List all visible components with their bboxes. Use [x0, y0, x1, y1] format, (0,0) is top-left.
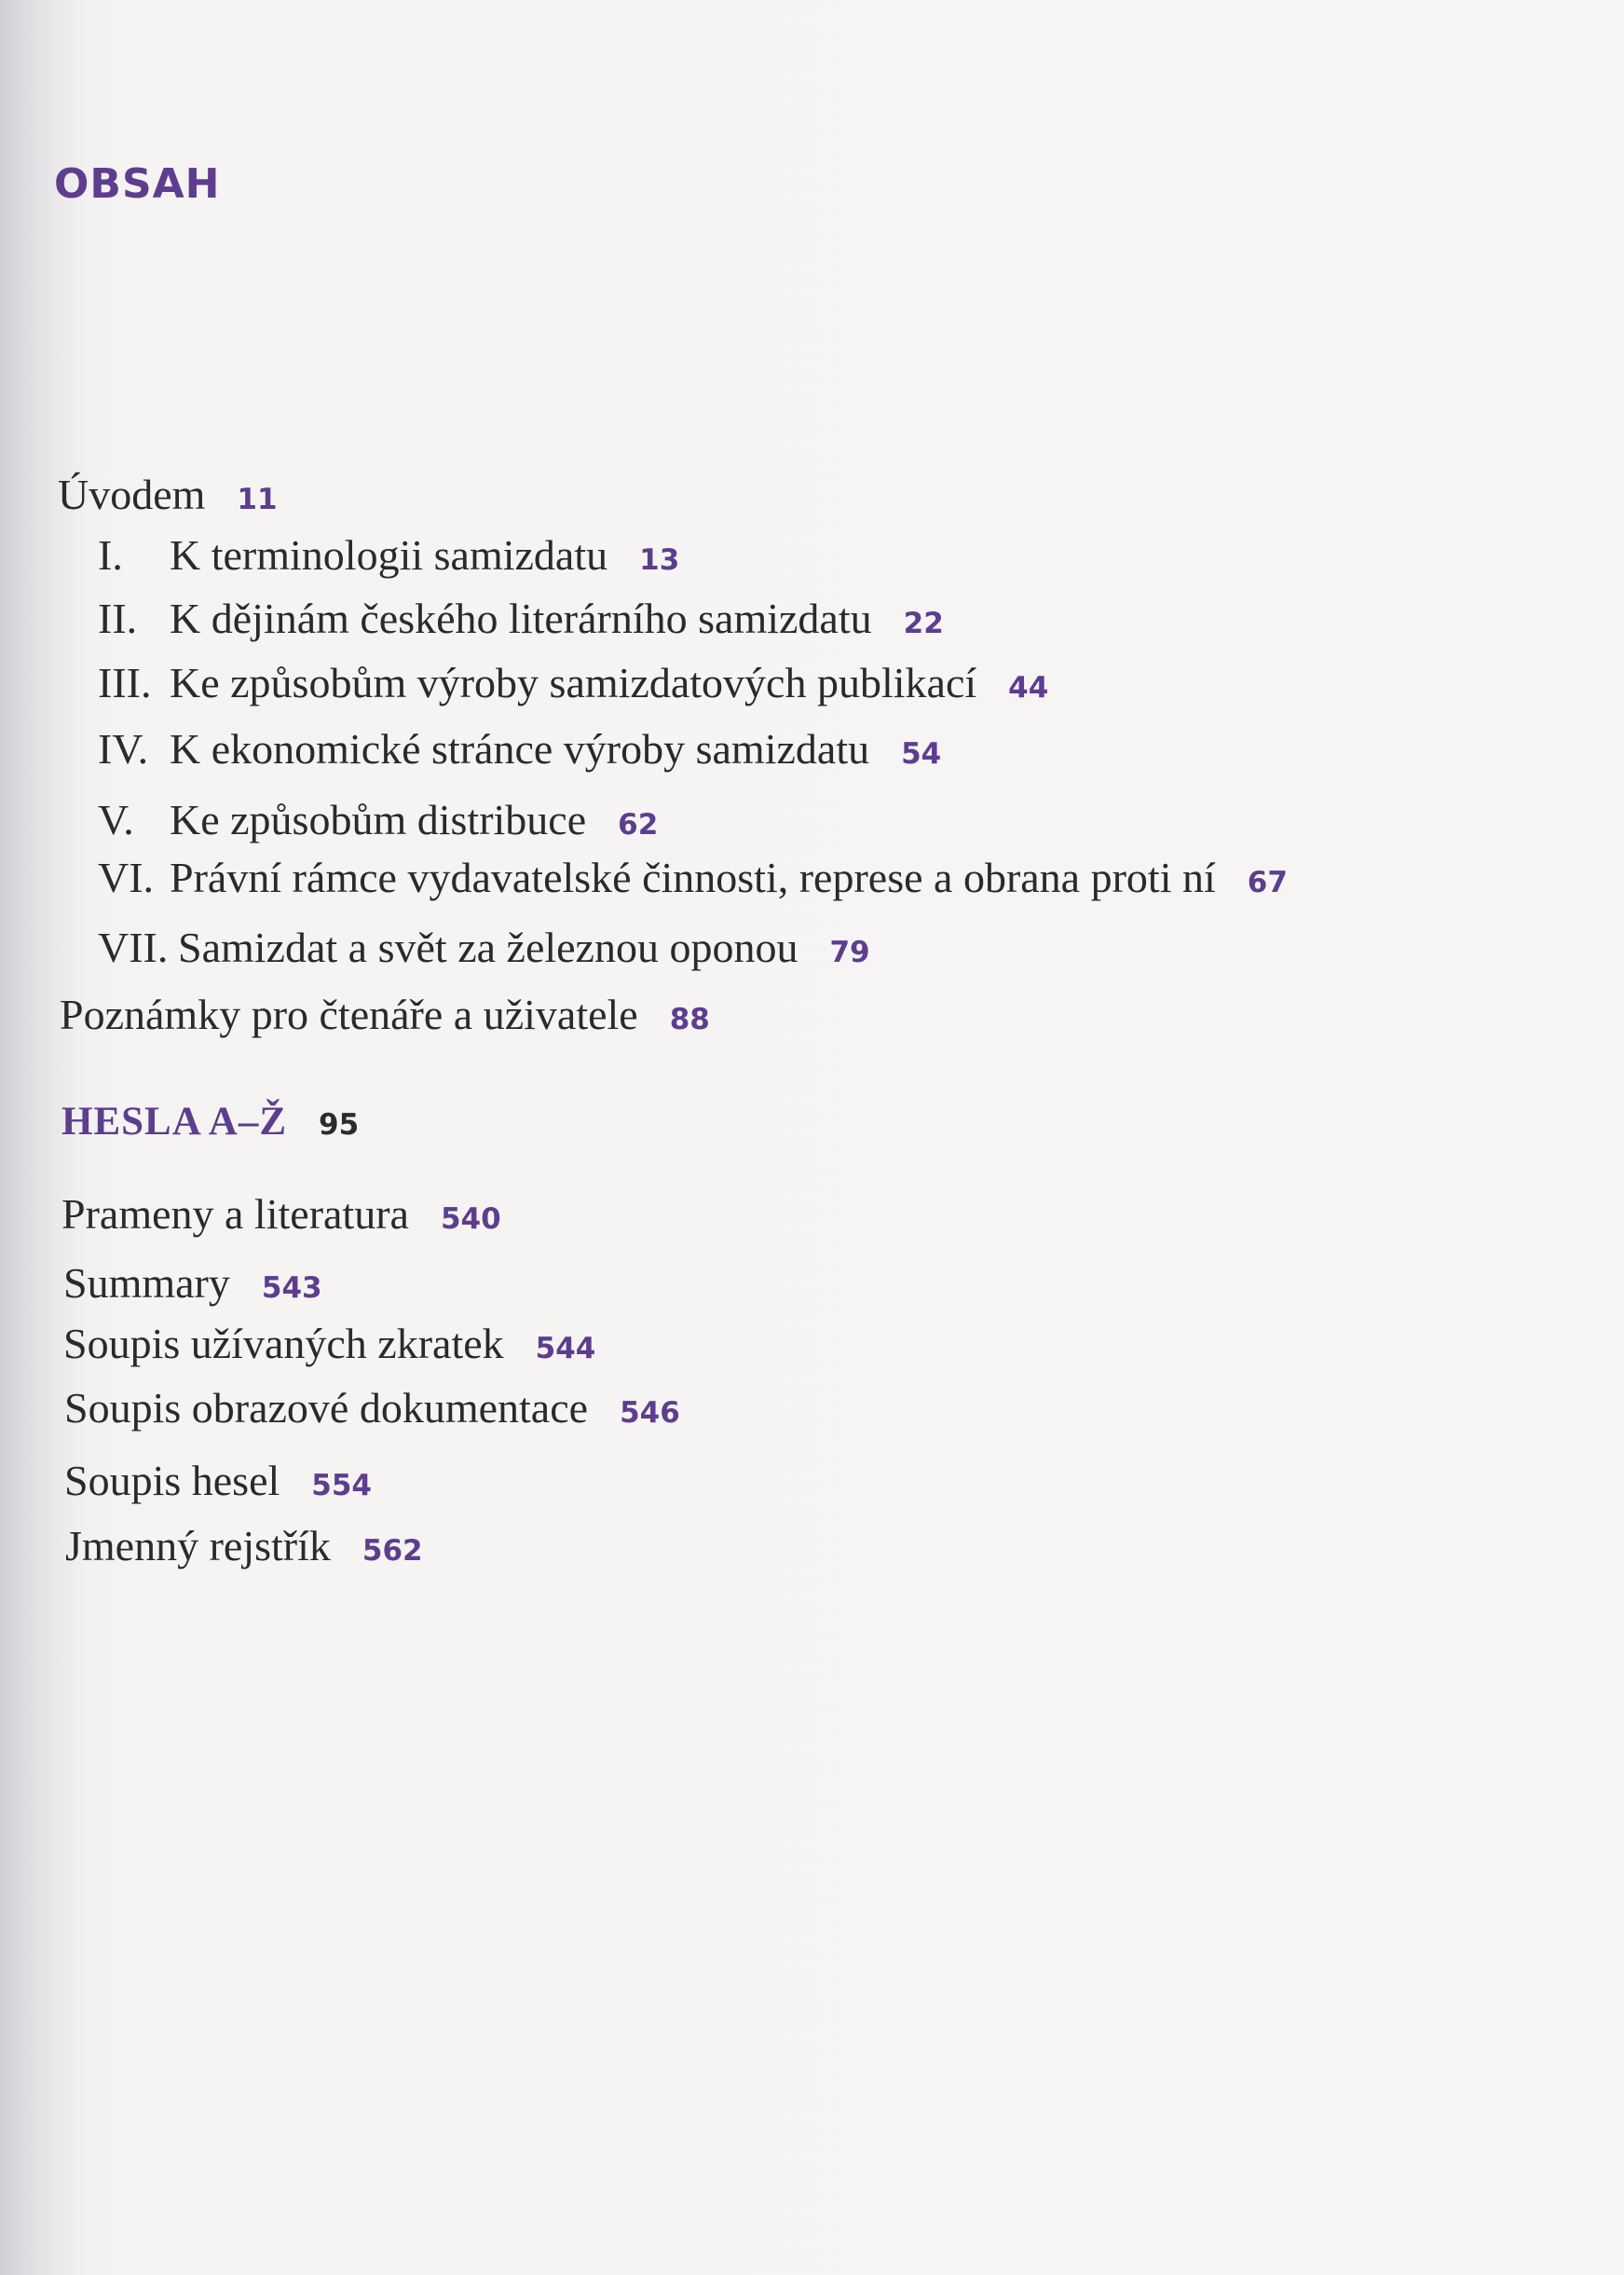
chapter-number: IV. — [98, 725, 149, 773]
toc-entry-chapter-1 — [98, 530, 679, 580]
toc-entry-chapter-3 — [98, 658, 1048, 707]
toc-entry-chapter-6 — [98, 853, 1288, 902]
entry-page: 44 — [1008, 671, 1049, 705]
toc-entry-chapter-7 — [98, 923, 870, 972]
chapter-number: VI. — [98, 854, 155, 901]
toc-entry-chapter-5 — [98, 795, 658, 844]
entry-page: 79 — [829, 936, 870, 969]
entry-page: 546 — [620, 1396, 680, 1430]
entry-title: Právní rámce vydavatelské činnosti, represe a obrana proti ní — [170, 854, 1216, 901]
entry-title: Poznámky pro čtenáře a uživatele — [60, 991, 638, 1038]
entry-title: Summary — [63, 1259, 230, 1307]
toc-entry-appendix-2 — [63, 1258, 322, 1308]
entry-page: 540 — [440, 1202, 501, 1236]
entry-page: 11 — [237, 483, 278, 516]
entry-title: Prameny a literatura — [61, 1190, 409, 1238]
entry-page: 562 — [362, 1534, 423, 1568]
toc-entry-appendix-5 — [64, 1456, 372, 1505]
chapter-number: II. — [98, 595, 138, 642]
entry-title: K ekonomické stránce výroby samizdatu — [170, 725, 870, 773]
entry-title: Ke způsobům distribuce — [170, 796, 587, 843]
entry-title: Soupis hesel — [64, 1457, 280, 1504]
toc-entry-intro — [58, 470, 278, 519]
toc-section-entries — [61, 1095, 359, 1144]
entry-page: 13 — [639, 543, 680, 577]
chapter-number: III. — [98, 659, 152, 706]
entry-title: K dějinám českého literárního samizdatu — [170, 595, 872, 642]
toc-entry-notes — [60, 990, 710, 1039]
entry-title: K terminologii samizdatu — [170, 531, 608, 579]
entry-title: Jmenný rejstřík — [65, 1522, 331, 1569]
entry-title: Soupis obrazové dokumentace — [64, 1384, 589, 1432]
section-title: HESLA A–Ž — [61, 1100, 288, 1144]
entry-title: Soupis užívaných zkratek — [63, 1320, 504, 1367]
toc-entry-appendix-4 — [64, 1383, 680, 1432]
entry-page: 22 — [903, 607, 944, 640]
toc-entry-appendix-3 — [63, 1319, 595, 1368]
entry-page: 67 — [1247, 866, 1288, 899]
entry-page: 543 — [261, 1271, 322, 1305]
entry-page: 554 — [311, 1469, 372, 1502]
chapter-number: VII. — [98, 924, 169, 971]
toc-entry-appendix-6 — [65, 1521, 423, 1570]
entry-page: 54 — [901, 737, 942, 771]
entry-title: Úvodem — [58, 471, 206, 518]
chapter-number: V. — [98, 796, 134, 843]
page-title: OBSAH — [54, 160, 221, 208]
section-page: 95 — [319, 1108, 360, 1142]
entry-title: Ke způsobům výroby samizdatových publikací — [170, 659, 977, 706]
entry-page: 88 — [669, 1003, 710, 1036]
toc-entry-chapter-2 — [98, 594, 944, 643]
entry-title: Samizdat a svět za železnou oponou — [178, 924, 798, 971]
chapter-number: I. — [98, 531, 123, 579]
toc-entry-appendix-1 — [61, 1189, 501, 1239]
entry-page: 62 — [618, 808, 659, 842]
entry-page: 544 — [535, 1332, 596, 1365]
toc-entry-chapter-4 — [98, 724, 941, 774]
